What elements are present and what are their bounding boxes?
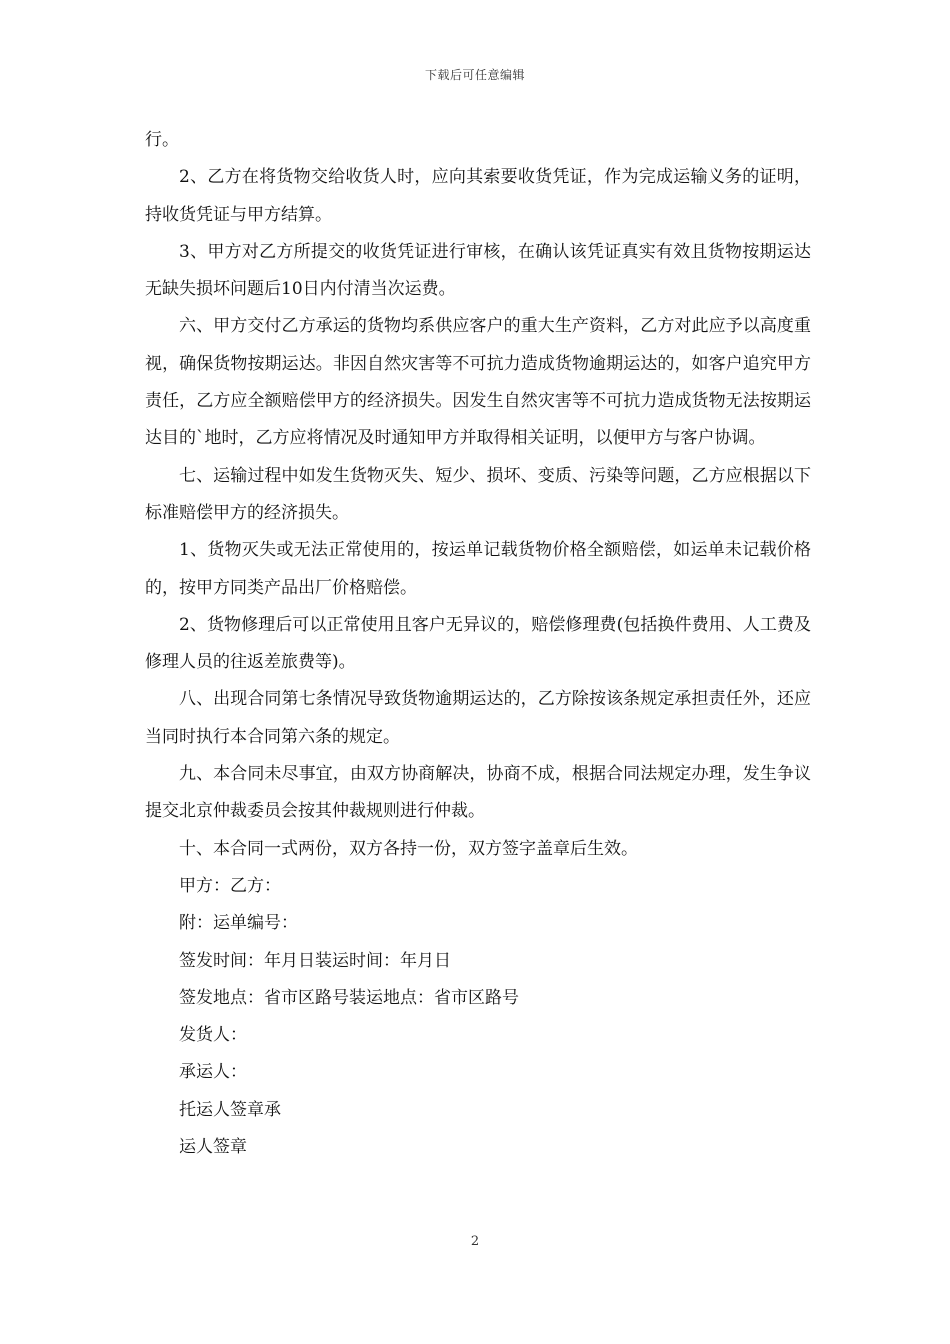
carrier-seal-line: 运人签章	[179, 1137, 247, 1158]
waybill-number-line: 附：运单编号：	[179, 913, 298, 934]
paragraph: 九、本合同未尽事宜，由双方协商解决，协商不成，根据合同法规定办理，发生争议提交北京仲裁委员会按其仲裁规则进行仲裁。	[145, 764, 811, 822]
page-number: 2	[470, 1234, 480, 1249]
issue-location-line: 签发地点：省市区路号装运地点：省市区路号	[179, 987, 519, 1008]
paragraph: 行。	[145, 130, 179, 150]
shipper-seal-line: 托运人签章承	[179, 1099, 281, 1120]
issue-time-line: 签发时间：年月日装运时间：年月日	[179, 950, 451, 971]
paragraph: 七、运输过程中如发生货物灭失、短少、损坏、变质、污染等问题，乙方应根据以下标准赔偿甲方的经济损失。	[145, 465, 811, 523]
paragraph: 2、乙方在将货物交给收货人时，应向其索要收货凭证，作为完成运输义务的证明，持收货凭证与甲方结算。	[145, 167, 811, 225]
paragraph: 十、本合同一式两份，双方各持一份，双方签字盖章后生效。	[179, 838, 638, 859]
paragraph: 六、甲方交付乙方承运的货物均系供应客户的重大生产资料，乙方对此应予以高度重视，确保货物按期运达。非因自然灾害等不可抗力造成货物逾期运达的，如客户追究甲方责任，乙方应全额赔偿甲方的经济损失。因发生自然灾害等不可抗力造成货物无法按期运达目的`地时，乙方应将情况及时通知甲方并取得相关证明，以便甲方与客户协调。	[145, 316, 811, 449]
document-body	[145, 122, 811, 1166]
consignor-line: 发货人：	[179, 1025, 247, 1046]
paragraph: 八、出现合同第七条情况导致货物逾期运达的，乙方除按该条规定承担责任外，还应当同时执行本合同第六条的规定。	[145, 689, 811, 747]
paragraph: 2、货物修理后可以正常使用且客户无异议的，赔偿修理费(包括换件费用、人工费及修理人员的往返差旅费等)。	[145, 614, 811, 673]
signature-line: 甲方：乙方：	[179, 875, 281, 896]
page-header: 下载后可任意编辑	[424, 68, 525, 82]
paragraph: 1、货物灭失或无法正常使用的，按运单记载货物价格全额赔偿，如运单未记载价格的，按甲方同类产品出厂价格赔偿。	[145, 540, 811, 598]
carrier-line: 承运人：	[179, 1062, 247, 1083]
paragraph: 3、甲方对乙方所提交的收货凭证进行审核，在确认该凭证真实有效且货物按期运达无缺失损坏问题后10日内付清当次运费。	[145, 241, 811, 300]
